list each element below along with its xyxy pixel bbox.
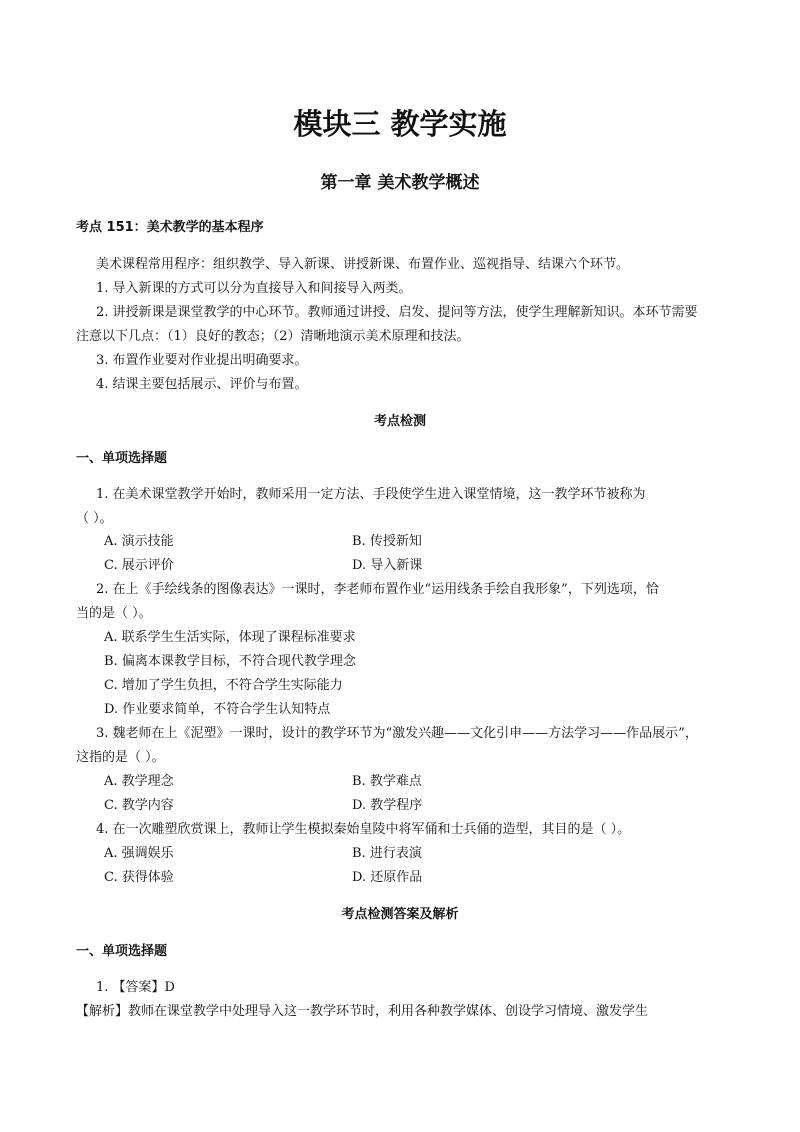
question-2-stem: 2. 在上《手绘线条的图像表达》一课时，李老师布置作业“运用线条手绘自我形象”，下列选项，恰 [96,582,659,597]
question-2-option-d: D. 作业要求简单，不符合学生认知特点 [104,702,331,717]
question-1-option-a: A. 演示技能 [104,534,174,549]
question-4-option-d: D. 还原作品 [352,870,423,885]
question-2-option-c: C. 增加了学生负担，不符合学生实际能力 [104,678,343,693]
question-3-stem: 3. 魏老师在上《泥塑》一课时，设计的教学环节为“激发兴趣——文化引申——方法学习——作品展示”， [96,726,698,741]
question-1-stem: 1. 在美术课堂教学开始时，教师采用一定方法、手段使学生进入课堂情境，这一教学环节被称为 [96,487,646,502]
topic-line: 美术课程常用程序：组织教学、导入新课、讲授新课、布置作业、巡视指导、结课六个环节。 [96,257,630,272]
question-2-option-a: A. 联系学生生活实际，体现了课程标准要求 [104,630,356,645]
question-4-option-b: B. 进行表演 [352,846,422,861]
question-2-option-b: B. 偏离本课教学目标，不符合现代教学理念 [104,654,356,669]
question-1-option-d: D. 导入新课 [352,558,423,573]
question-3-stem: 这指的是（ ）。 [76,750,165,765]
topic-line: 4. 结课主要包括展示、评价与布置。 [96,377,308,392]
topic-line: 3. 布置作业要对作业提出明确要求。 [96,353,308,368]
question-3-option-d: D. 教学程序 [352,798,423,813]
question-4-option-c: C. 获得体验 [104,870,174,885]
quiz-heading: 考点检测 [373,414,426,429]
answers-section-title: 一、单项选择题 [76,944,168,959]
answer-1-analysis: 【解析】教师在课堂教学中处理导入这一教学环节时，利用各种教学媒体、创设学习情境、激发学生 [76,1004,649,1019]
module-title: 模块三 教学实施 [293,107,507,141]
question-1-option-b: B. 传授新知 [352,534,422,549]
question-4-stem: 4. 在一次雕塑欣赏课上，教师让学生模拟秦始皇陵中将军俑和士兵俑的造型，其目的是（ ）。 [96,822,631,837]
answer-1: 1. 【答案】D [96,980,175,995]
question-3-option-c: C. 教学内容 [104,798,174,813]
question-4-option-a: A. 强调娱乐 [104,846,174,861]
question-3-option-b: B. 教学难点 [352,774,422,789]
topic-heading: 考点 151：美术教学的基本程序 [76,220,264,235]
answers-heading: 考点检测答案及解析 [341,907,459,922]
question-2-stem: 当的是（ ）。 [76,606,152,621]
chapter-title: 第一章 美术教学概述 [320,173,480,193]
topic-line: 1. 导入新课的方式可以分为直接导入和间接导入两类。 [96,281,412,296]
question-3-option-a: A. 教学理念 [104,774,174,789]
topic-line: 注意以下几点：（1）良好的教态；（2）清晰地演示美术原理和技法。 [76,329,470,344]
question-1-stem: （ ）。 [76,511,113,526]
quiz-section-title: 一、单项选择题 [76,451,168,466]
topic-line: 2. 讲授新课是课堂教学的中心环节。教师通过讲授、启发、提问等方法，使学生理解新知识。本环节需要 [96,305,698,320]
question-1-option-c: C. 展示评价 [104,558,174,573]
